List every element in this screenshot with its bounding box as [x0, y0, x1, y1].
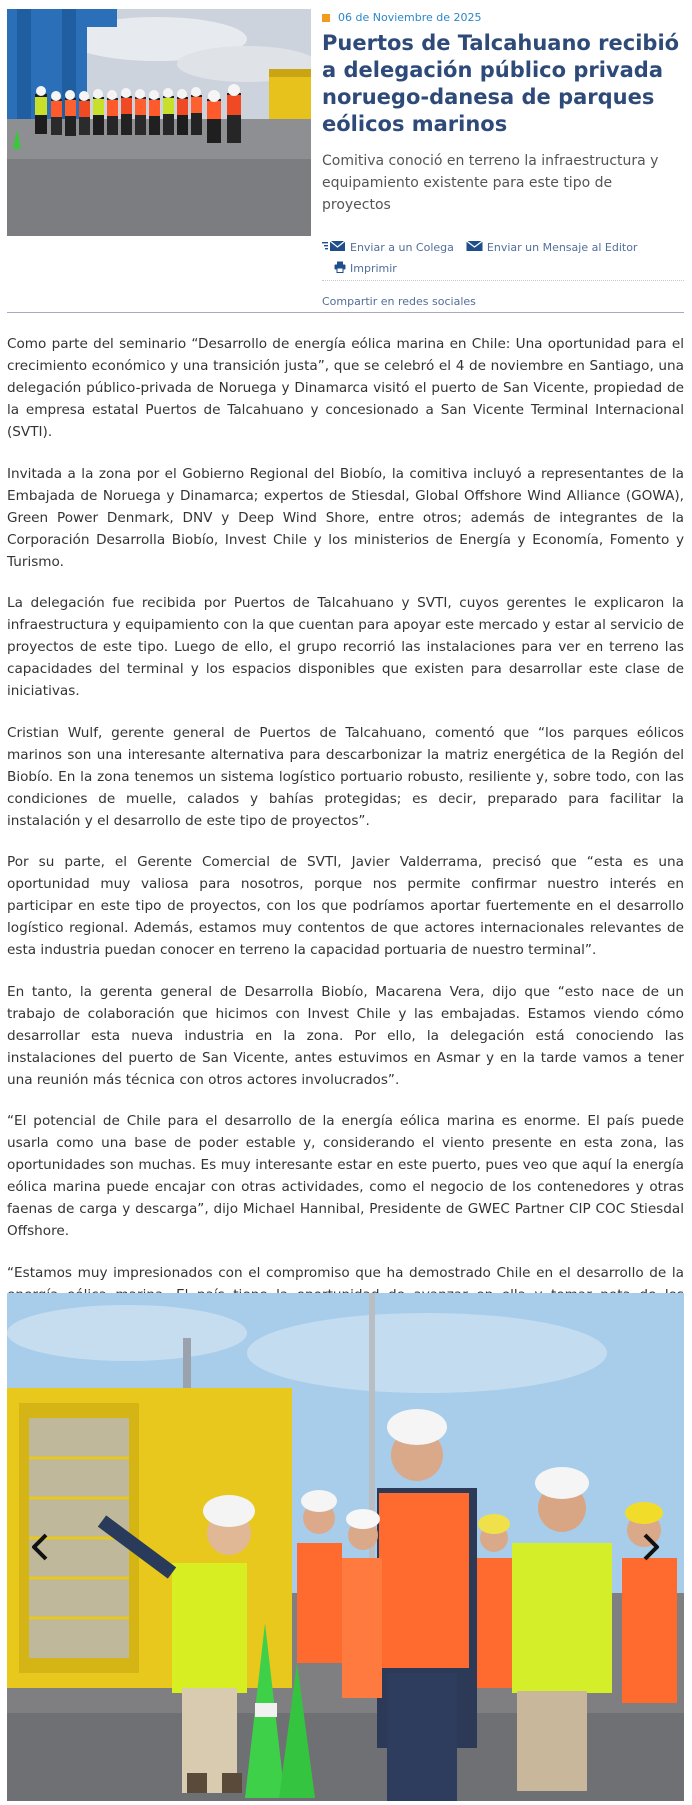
body-paragraph: Cristian Wulf, gerente general de Puertos de Talcahuano, comentó que “los parques eólicos marinos son una interesante alternativa para descarbonizar la matriz energética de la Región del Biobío. En la zona tenemos un sistema logístico portuario robusto, resiliente y, sobre todo, con las condiciones de muelle, calados y bahías protegidas; es decir, preparado para facilitar la instalación y el desarrollo de este tipo de proyectos”.	[7, 724, 684, 829]
send-editor-link[interactable]	[466, 240, 638, 255]
article-actions	[322, 238, 684, 308]
article-subtitle: Comitiva conoció en terreno la infraestructura y equipamiento existente para este tipo de proyectos	[322, 153, 659, 213]
send-colleague-label: Enviar a un Colega	[350, 240, 454, 254]
article-body	[7, 333, 684, 1413]
body-paragraph: La delegación fue recibida por Puertos de Talcahuano y SVTI, cuyos gerentes le explicaron la infraestructura y equipamiento con la que cuentan para apoyar este mercado y estar al servicio de proyectos de este tipo. Luego de ello, el grupo recorrió las instalaciones para ver en terreno las capacidades del terminal y los espacios disponibles que existen para desarrollar este clase de iniciativas.	[7, 595, 684, 699]
date-marker-icon	[322, 14, 330, 22]
share-social-link[interactable]: Compartir en redes sociales	[322, 295, 476, 308]
actions-separator	[322, 280, 684, 281]
body-paragraph: Como parte del seminario “Desarrollo de energía eólica marina en Chile: Una oportunidad para el crecimiento económico y una transición justa”, que se celebró el 4 de noviembre en Santiago, una delegación público-privada de Noruega y Dinamarca visitó el puerto de San Vicente, propiedad de la empresa estatal Puertos de Talcahuano y concesionado a San Vicente Terminal Internacional (SVTI).	[7, 336, 684, 440]
print-label: Imprimir	[350, 261, 397, 275]
printer-icon	[334, 261, 350, 276]
body-paragraph: Por su parte, el Gerente Comercial de SVTI, Javier Valderrama, precisó que “esta es una oportunidad muy valiosa para nosotros, porque nos permite confirmar nuestro interés en participar en este tipo de proyectos, con los que podríamos aportar fuertemente en el desarrollo logístico regional. Además, estamos muy contentos de que actores internacionales relevantes de esta industria puedan conocer en terreno la capacidad portuaria de nuestro terminal”.	[7, 854, 684, 958]
print-link[interactable]	[334, 261, 397, 276]
hero-photo	[7, 9, 311, 236]
send-colleague-link[interactable]	[322, 240, 454, 255]
article-title: Puertos de Talcahuano recibió a delegación público privada noruego-danesa de parques eólicos marinos	[322, 31, 680, 136]
chevron-left-icon	[24, 1531, 56, 1563]
body-paragraph: En tanto, la gerenta general de Desarrolla Biobío, Macarena Vera, dijo que “esto nace de un trabajo de colaboración que hicimos con Invest Chile y las embajadas. Estamos viendo cómo desarrollar esta nueva industria en la zona. Por ello, la delegación está conociendo las instalaciones del puerto de San Vicente, antes estuvimos en Asmar y en la tarde vamos a tener una reunión más técnica con otros actores involucrados”.	[7, 983, 684, 1088]
chevron-right-icon	[635, 1531, 667, 1563]
date-row	[322, 11, 684, 24]
article-date: 06 de Noviembre de 2025	[338, 11, 482, 24]
body-paragraph: Invitada a la zona por el Gobierno Regional del Biobío, la comitiva incluyó a representantes de la Embajada de Noruega y Dinamarca; expertos de Stiesdal, Global Offshore Wind Alliance (GOWA), Green Power Denmark, DNV y Deep Wind Shore, entre otros; además de integrantes de la Corporación Desarrolla Biobío, Invest Chile y los ministerios de Energía y Economía, Fomento y Turismo.	[7, 465, 684, 570]
envelope-lines-icon	[322, 240, 350, 255]
send-editor-label: Enviar un Mensaje al Editor	[486, 240, 638, 254]
article-header	[322, 11, 684, 308]
body-paragraph: “Estamos muy impresionados con el compromiso que ha demostrado Chile en el desarrollo de la	[7, 1264, 684, 1281]
photo-gallery	[7, 1293, 684, 1801]
gallery-photo	[7, 1293, 684, 1801]
header-divider	[7, 312, 684, 313]
envelope-icon	[466, 240, 487, 255]
gallery-next-button[interactable]	[635, 1531, 667, 1563]
body-paragraph: “El potencial de Chile para el desarrollo de la energía eólica marina es enorme. El país puede usarla como una base de poder estable y, considerando el viento presente en esta zona, las oportunidades son muchas. Es muy interesante estar en este puerto, pues veo que aquí la energía eólica marina puede encajar con otras actividades, como el negocio de los contenedores y otras faenas de carga y descarga”, dijo Michael Hannibal, Presidente de GWEC Partner CIP COC Stiesdal Offshore.	[7, 1113, 684, 1239]
gallery-prev-button[interactable]	[24, 1531, 56, 1563]
